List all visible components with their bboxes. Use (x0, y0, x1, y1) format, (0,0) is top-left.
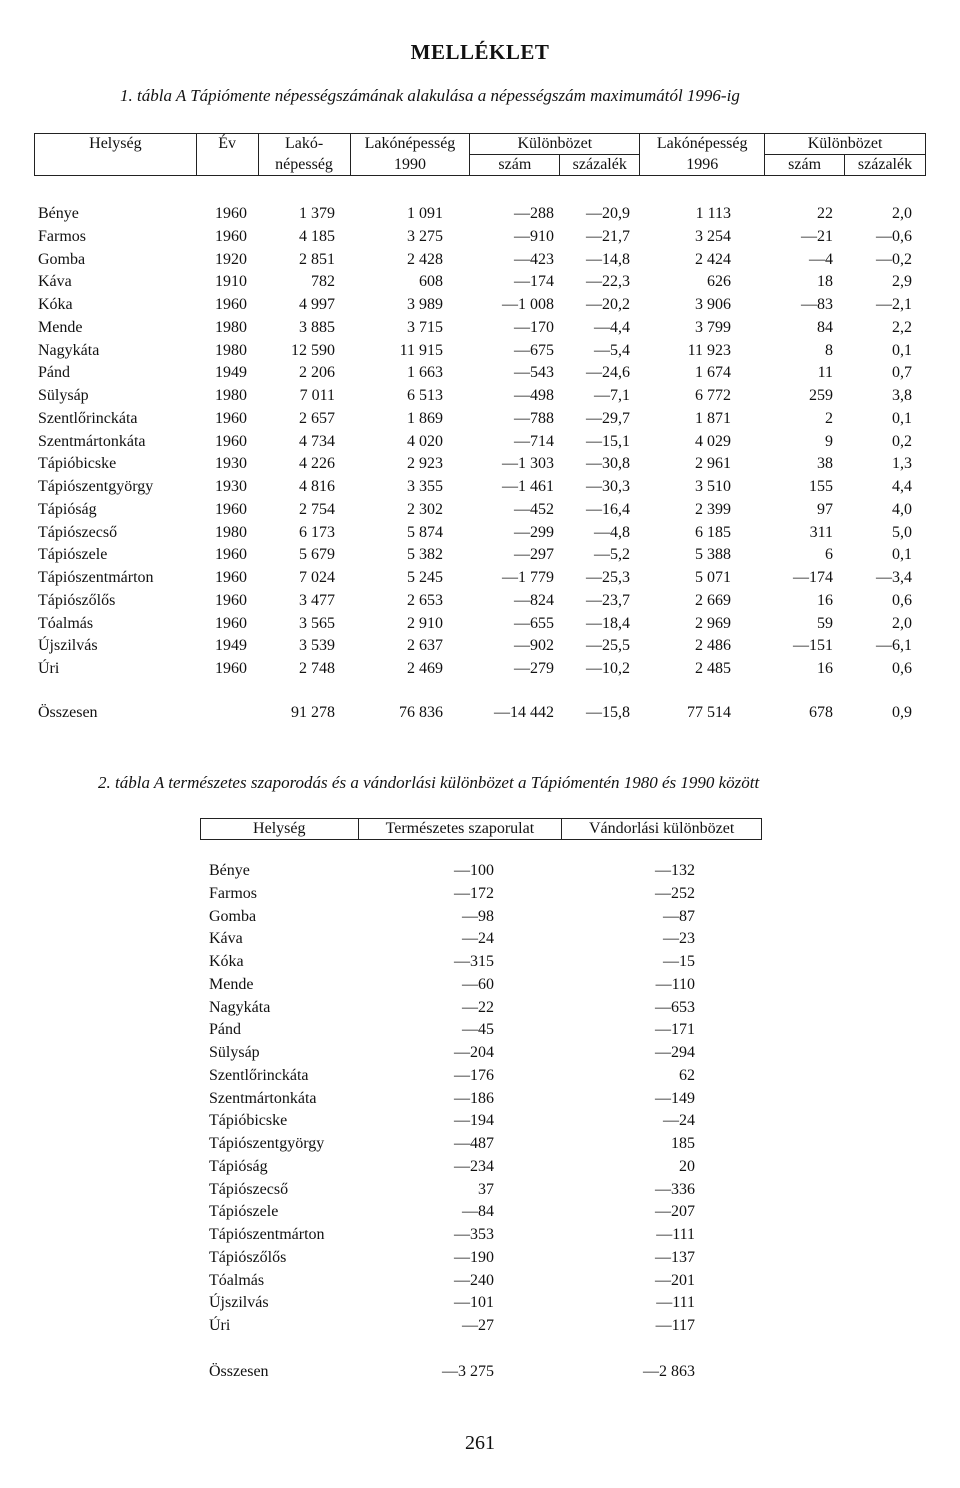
t1-cell-helyseg: Tápiószentgyörgy (38, 478, 154, 495)
t1-cell-ev: 1930 (215, 478, 247, 495)
t1-cell-kul1-szam: —902 (514, 637, 554, 655)
t1-cell-kul2-szazalek: 5,0 (892, 523, 912, 541)
t2-cell-vandorlasi: —110 (655, 975, 695, 993)
t1-cell-kul1-szazalek: —21,7 (586, 227, 630, 245)
t1-cell-ev: 1960 (215, 432, 247, 450)
t2-cell-termeszetes: —84 (462, 1203, 494, 1221)
t2-cell-helyseg: Tápiószőlős (209, 1248, 287, 1266)
t1-cell-lakonepesseg: 4 734 (299, 432, 335, 450)
t1-cell-kul1-szam: —1 779 (502, 569, 554, 586)
t2-cell-termeszetes: —204 (454, 1044, 494, 1061)
t1-cell-kul1-szam: —1 461 (502, 478, 554, 495)
t2-cell-helyseg: Összesen (209, 1363, 269, 1380)
t1-cell-kul2-szazalek: 2,2 (892, 318, 912, 336)
t2-cell-vandorlasi: —201 (655, 1271, 695, 1289)
t1-cell-lakonepesseg: 2 206 (299, 364, 335, 382)
t2-cell-helyseg: Gomba (209, 907, 257, 925)
t1-cell-lak1996: 11 923 (687, 341, 731, 359)
table2-header (200, 818, 762, 840)
t1-cell-lak1990: 2 637 (407, 637, 443, 655)
t1-cell-lak1990: 6 513 (407, 387, 443, 404)
t1-cell-lakonepesseg: 782 (311, 273, 335, 291)
t2-cell-termeszetes: —234 (454, 1157, 494, 1175)
t1-cell-kul1-szazalek: —5,4 (594, 341, 630, 359)
t1-cell-lak1996: 3 906 (695, 296, 731, 313)
t1-cell-kul1-szam: —1 303 (502, 455, 554, 473)
t1-cell-kul1-szazalek: —25,3 (586, 569, 630, 586)
t1-cell-lak1996: 2 424 (695, 250, 731, 268)
t1-cell-lakonepesseg: 4 816 (299, 478, 335, 495)
t1-cell-lak1990: 2 302 (407, 500, 443, 518)
t1-cell-kul1-szazalek: —5,2 (594, 546, 630, 564)
t1-cell-helyseg: Tóalmás (38, 614, 94, 632)
t1-cell-lak1990: 1 091 (407, 205, 443, 222)
page-number: 261 (465, 1432, 495, 1454)
t1-cell-kul1-szam: —788 (514, 409, 554, 427)
t1-cell-lak1996: 3 799 (695, 318, 731, 336)
t1-cell-kul1-szam: —1 008 (502, 296, 554, 313)
t1-cell-kul2-szam: 97 (817, 500, 833, 518)
t1-cell-kul2-szazalek: —3,4 (876, 569, 912, 586)
t1-cell-kul1-szam: —279 (514, 660, 554, 677)
t2-cell-helyseg: Újszilvás (209, 1294, 269, 1312)
t1-cell-ev: 1949 (215, 637, 247, 655)
t1-cell-kul1-szam: —910 (514, 227, 554, 245)
t1-cell-lak1990: 5 245 (407, 569, 443, 586)
t2-cell-helyseg: Szentlőrinckáta (209, 1066, 309, 1084)
t2-cell-termeszetes: —487 (454, 1135, 494, 1152)
t1-cell-lakonepesseg: 7 011 (299, 387, 335, 404)
t1-cell-lak1990: 608 (419, 273, 443, 291)
t1-cell-lakonepesseg: 3 539 (299, 637, 335, 655)
t1-cell-lakonepesseg: 12 590 (291, 341, 335, 359)
t2-cell-termeszetes: —240 (454, 1271, 494, 1289)
t1-cell-ev: 1960 (215, 409, 247, 427)
t1-cell-helyseg: Szentlőrinckáta (38, 409, 138, 427)
t1-cell-kul1-szazalek: —15,8 (586, 704, 630, 721)
t1-cell-kul2-szam: 311 (809, 523, 833, 541)
t1-cell-kul2-szam: 6 (825, 546, 833, 564)
t1-cell-kul2-szam: —151 (793, 637, 833, 655)
t2-cell-termeszetes: —194 (454, 1112, 494, 1130)
t1-cell-ev: 1980 (215, 318, 247, 336)
t1-cell-kul2-szazalek: 4,4 (892, 478, 912, 495)
t1-cell-lak1996: 5 388 (695, 546, 731, 564)
header-lak1990-1: Lakónépesség (350, 134, 470, 155)
t1-cell-lak1990: 5 382 (407, 546, 443, 564)
t1-cell-kul2-szam: 2 (825, 409, 833, 427)
t2-cell-vandorlasi: —24 (663, 1112, 695, 1130)
t1-cell-helyseg: Kóka (38, 296, 73, 313)
t1-cell-kul1-szazalek: —4,4 (594, 318, 630, 336)
t1-cell-kul2-szazalek: 3,8 (892, 387, 912, 404)
t1-cell-kul2-szazalek: 0,6 (892, 591, 912, 609)
t1-cell-kul1-szam: —655 (514, 614, 554, 632)
t1-cell-ev: 1930 (215, 455, 247, 473)
t2-cell-vandorlasi: 20 (679, 1157, 695, 1175)
t1-cell-lak1996: 4 029 (695, 432, 731, 450)
t1-cell-kul2-szam: 8 (825, 341, 833, 359)
t1-cell-ev: 1960 (215, 500, 247, 518)
header-lak1996-1: Lakónépesség (640, 134, 765, 155)
t2-cell-helyseg: Bénye (209, 862, 250, 879)
t1-cell-kul2-szam: 259 (809, 387, 833, 404)
t2-cell-termeszetes: —186 (454, 1089, 494, 1107)
t1-cell-lak1996: 2 961 (695, 455, 731, 473)
t1-cell-ev: 1960 (215, 660, 247, 677)
t1-cell-kul1-szazalek: —29,7 (586, 409, 630, 427)
t2-cell-termeszetes: —100 (454, 862, 494, 879)
t1-cell-helyseg: Pánd (38, 364, 70, 382)
t1-cell-kul1-szazalek: —25,5 (586, 637, 630, 655)
t1-cell-lak1990: 2 428 (407, 250, 443, 268)
t1-cell-ev: 1960 (215, 205, 247, 222)
header-helyseg: Helység (35, 134, 197, 176)
t1-cell-kul1-szazalek: —22,3 (586, 273, 630, 291)
t1-cell-kul1-szazalek: —15,1 (586, 432, 630, 450)
t1-cell-ev: 1960 (215, 569, 247, 586)
t2-cell-helyseg: Tápiószele (209, 1203, 279, 1221)
t2-cell-vandorlasi: —15 (663, 953, 695, 970)
t1-cell-kul2-szazalek: —6,1 (876, 637, 912, 655)
t1-cell-kul1-szazalek: —20,2 (586, 296, 630, 313)
t1-cell-kul2-szazalek: —0,6 (876, 227, 912, 245)
t1-cell-helyseg: Nagykáta (38, 341, 100, 359)
t2-header-vandorlasi: Vándorlási különbözet (562, 819, 762, 840)
t1-cell-kul2-szam: 155 (809, 478, 833, 495)
header-lako-1: Lakó- (258, 134, 350, 155)
t1-cell-kul1-szazalek: —10,2 (586, 660, 630, 677)
t2-cell-termeszetes: —60 (462, 975, 494, 993)
t1-cell-kul1-szazalek: —14,8 (586, 250, 630, 268)
t1-cell-kul2-szam: 59 (817, 614, 833, 632)
header-lak1990-2: 1990 (350, 155, 470, 176)
t1-cell-kul2-szazalek: 2,0 (892, 614, 912, 632)
t1-cell-lak1996: 3 254 (695, 227, 731, 245)
table1-caption: 1. tábla A Tápiómente népességszámának alakulása a népességszám maximumától 1996-ig (120, 86, 740, 105)
t2-cell-termeszetes: 37 (478, 1180, 494, 1198)
t1-cell-kul1-szazalek: —23,7 (586, 591, 630, 609)
t1-cell-kul2-szazalek: —0,2 (876, 250, 912, 268)
t2-cell-helyseg: Úri (209, 1317, 231, 1334)
t1-cell-helyseg: Káva (38, 273, 72, 291)
t1-cell-kul2-szazalek: 2,9 (892, 273, 912, 291)
t1-cell-kul1-szam: —423 (514, 250, 554, 268)
t1-cell-kul2-szam: —21 (801, 227, 833, 245)
t1-cell-helyseg: Tápióbicske (38, 455, 117, 473)
t1-cell-lak1996: 2 485 (695, 660, 731, 677)
t1-cell-helyseg: Szentmártonkáta (38, 432, 146, 450)
t2-cell-termeszetes: —315 (454, 953, 494, 970)
t2-cell-helyseg: Káva (209, 930, 243, 948)
t1-cell-kul2-szam: 18 (817, 273, 833, 291)
header-kul2-szazalek: százalék (845, 155, 926, 176)
t2-cell-helyseg: Tápiószecső (209, 1180, 289, 1198)
t2-cell-termeszetes: —45 (462, 1021, 494, 1039)
t2-cell-helyseg: Tápióbicske (209, 1112, 288, 1130)
t1-cell-lakonepesseg: 6 173 (299, 523, 335, 541)
header-lako-2: népesség (258, 155, 350, 176)
t1-cell-ev: 1910 (215, 273, 247, 291)
t1-cell-kul2-szazalek: 1,3 (892, 455, 912, 473)
t2-cell-vandorlasi: —87 (663, 907, 695, 925)
page-heading: MELLÉKLET (410, 40, 550, 64)
t1-cell-kul2-szazalek: 0,1 (892, 546, 912, 564)
t1-cell-kul2-szazalek: 0,2 (892, 432, 912, 450)
t1-cell-lakonepesseg: 2 754 (299, 500, 335, 518)
t1-cell-lak1996: 2 669 (695, 591, 731, 609)
t2-cell-helyseg: Pánd (209, 1021, 241, 1039)
t1-cell-kul1-szam: —14 442 (494, 704, 554, 721)
t2-cell-vandorlasi: —336 (655, 1180, 695, 1198)
header-kul1-szazalek: százalék (560, 155, 640, 176)
header-kulonbozet-1: Különbözet (470, 134, 640, 155)
header-kul1-szam: szám (470, 155, 560, 176)
t1-cell-kul2-szazalek: 0,7 (892, 364, 912, 382)
t1-cell-lak1990: 2 469 (407, 660, 443, 677)
t2-header-helyseg: Helység (201, 819, 359, 840)
t1-cell-kul2-szazalek: 0,9 (892, 704, 912, 721)
t2-cell-termeszetes: —24 (462, 930, 494, 948)
t1-cell-lak1990: 2 910 (407, 614, 443, 632)
t1-cell-kul1-szam: —297 (514, 546, 554, 564)
t1-cell-lak1990: 2 923 (407, 455, 443, 473)
t1-cell-kul1-szazalek: —24,6 (586, 364, 630, 382)
t2-cell-vandorlasi: —137 (655, 1248, 695, 1266)
t1-cell-lak1996: 2 486 (695, 637, 731, 655)
t1-cell-lakonepesseg: 4 997 (299, 296, 335, 313)
t1-cell-kul2-szam: 16 (817, 660, 833, 677)
t1-cell-ev: 1960 (215, 227, 247, 245)
table2-caption: 2. tábla A természetes szaporodás és a vándorlási különbözet a Tápiómentén 1980 és 1990 között (98, 773, 760, 792)
t1-cell-kul2-szazalek: 0,6 (892, 660, 912, 677)
t1-cell-ev: 1960 (215, 296, 247, 313)
t1-cell-kul1-szazalek: —18,4 (586, 614, 630, 632)
t1-cell-kul2-szam: 16 (817, 591, 833, 609)
t1-cell-lakonepesseg: 3 565 (299, 614, 335, 632)
t1-cell-lakonepesseg: 1 379 (299, 205, 335, 222)
t1-cell-kul2-szam: 84 (817, 318, 833, 336)
t1-cell-kul2-szazalek: —2,1 (876, 296, 912, 313)
t1-cell-lak1996: 1 674 (695, 364, 731, 382)
t1-cell-kul1-szazalek: —30,3 (586, 478, 630, 495)
t1-cell-ev: 1960 (215, 546, 247, 564)
t2-cell-helyseg: Nagykáta (209, 998, 271, 1016)
header-lak1996-2: 1996 (640, 155, 765, 176)
t2-cell-termeszetes: —176 (454, 1066, 494, 1084)
t1-cell-lak1996: 6 185 (695, 523, 731, 541)
t1-cell-lakonepesseg: 4 185 (299, 227, 335, 245)
t2-cell-vandorlasi: —653 (655, 998, 695, 1016)
t1-cell-kul2-szam: —4 (809, 250, 833, 268)
t1-cell-kul1-szam: —452 (514, 500, 554, 518)
t1-cell-lak1996: 77 514 (687, 704, 731, 721)
t2-cell-helyseg: Mende (209, 975, 254, 993)
t2-cell-termeszetes: —172 (454, 884, 494, 902)
t2-cell-vandorlasi: —132 (655, 862, 695, 879)
t2-cell-vandorlasi: —207 (655, 1203, 695, 1221)
t1-cell-helyseg: Újszilvás (38, 637, 98, 655)
t2-cell-helyseg: Sülysáp (209, 1044, 260, 1061)
t1-cell-kul1-szam: —675 (514, 341, 554, 359)
t2-cell-vandorlasi: 185 (671, 1135, 695, 1152)
t1-cell-lakonepesseg: 91 278 (291, 704, 335, 721)
t1-cell-ev: 1960 (215, 614, 247, 632)
t1-cell-kul1-szam: —498 (514, 387, 554, 404)
t2-cell-vandorlasi: —111 (656, 1294, 695, 1312)
t1-cell-helyseg: Tápiószecső (38, 523, 118, 541)
t1-cell-ev: 1960 (215, 591, 247, 609)
t1-cell-helyseg: Mende (38, 318, 83, 336)
header-ev: Év (196, 134, 258, 176)
t2-cell-helyseg: Tápióság (209, 1157, 268, 1175)
t1-cell-lak1990: 3 355 (407, 478, 443, 495)
t1-cell-kul2-szam: 9 (825, 432, 833, 450)
t1-cell-kul1-szam: —299 (514, 523, 554, 541)
t2-header-termeszetes: Természetes szaporulat (358, 819, 562, 840)
t1-cell-ev: 1949 (215, 364, 247, 382)
t1-cell-lak1990: 4 020 (407, 432, 443, 450)
t2-cell-vandorlasi: —149 (655, 1089, 695, 1107)
t1-cell-lakonepesseg: 2 748 (299, 660, 335, 677)
t1-cell-lak1996: 2 399 (695, 500, 731, 518)
t2-cell-termeszetes: —98 (462, 907, 494, 925)
t1-cell-kul2-szam: 678 (809, 704, 833, 721)
table1-header (34, 133, 926, 176)
t1-cell-ev: 1920 (215, 250, 247, 268)
t1-cell-kul2-szazalek: 2,0 (892, 205, 912, 222)
t1-cell-kul1-szam: —170 (514, 318, 554, 336)
t2-cell-termeszetes: —101 (454, 1294, 494, 1312)
t1-cell-lakonepesseg: 3 885 (299, 318, 335, 336)
t2-cell-helyseg: Szentmártonkáta (209, 1089, 317, 1107)
t1-cell-lak1990: 2 653 (407, 591, 443, 609)
t1-cell-kul1-szazalek: —7,1 (594, 387, 630, 404)
t1-cell-lak1996: 2 969 (695, 614, 731, 632)
t2-cell-vandorlasi: —111 (656, 1226, 695, 1243)
t1-cell-kul2-szazalek: 4,0 (892, 500, 912, 518)
t1-cell-lak1990: 1 663 (407, 364, 443, 382)
t1-cell-ev: 1980 (215, 387, 247, 404)
t1-cell-lak1996: 6 772 (695, 387, 731, 404)
t2-cell-termeszetes: —22 (462, 998, 494, 1016)
t2-cell-termeszetes: —353 (454, 1226, 494, 1243)
t1-cell-ev: 1980 (215, 341, 247, 359)
t1-cell-lak1990: 3 275 (407, 227, 443, 245)
t1-cell-lak1990: 5 874 (407, 523, 443, 541)
t2-cell-termeszetes: —27 (462, 1317, 494, 1334)
t1-cell-helyseg: Összesen (38, 704, 98, 721)
t1-cell-lakonepesseg: 5 679 (299, 546, 335, 564)
t1-cell-helyseg: Bénye (38, 205, 79, 222)
t1-cell-lak1990: 3 989 (407, 296, 443, 313)
t1-cell-kul2-szazalek: 0,1 (892, 409, 912, 427)
t2-cell-vandorlasi: —171 (655, 1021, 695, 1039)
t2-cell-helyseg: Tápiószentgyörgy (209, 1135, 325, 1152)
t1-cell-kul2-szazalek: 0,1 (892, 341, 912, 359)
t1-cell-kul2-szam: 11 (817, 364, 833, 382)
t1-cell-lakonepesseg: 7 024 (299, 569, 335, 586)
t1-cell-kul2-szam: —174 (793, 569, 833, 586)
t2-cell-termeszetes: —3 275 (442, 1363, 494, 1380)
t2-cell-vandorlasi: —294 (655, 1044, 695, 1061)
t1-cell-helyseg: Tápióság (38, 500, 97, 518)
t1-cell-helyseg: Tápiószele (38, 546, 108, 564)
t1-cell-lak1996: 1 871 (695, 409, 731, 427)
t1-cell-kul1-szam: —714 (514, 432, 554, 450)
t1-cell-ev: 1980 (215, 523, 247, 541)
t1-cell-lakonepesseg: 2 851 (299, 250, 335, 268)
t1-cell-helyseg: Úri (38, 660, 60, 677)
t2-cell-vandorlasi: —2 863 (643, 1363, 695, 1380)
t2-cell-vandorlasi: —117 (655, 1317, 695, 1334)
t1-cell-lakonepesseg: 4 226 (299, 455, 335, 473)
t2-cell-termeszetes: —190 (454, 1248, 494, 1266)
t1-cell-lak1990: 1 869 (407, 409, 443, 427)
t1-cell-lak1990: 11 915 (399, 341, 443, 359)
t1-cell-lak1996: 626 (707, 273, 731, 291)
t2-cell-helyseg: Tápiószentmárton (209, 1226, 325, 1243)
t1-cell-lak1996: 1 113 (695, 205, 731, 222)
t2-cell-helyseg: Kóka (209, 953, 244, 970)
t1-cell-helyseg: Tápiószőlős (38, 591, 116, 609)
t1-cell-kul2-szam: 38 (817, 455, 833, 473)
t1-cell-lak1996: 3 510 (695, 478, 731, 495)
t1-cell-lak1996: 5 071 (695, 569, 731, 586)
t2-cell-helyseg: Tóalmás (209, 1271, 265, 1289)
t1-cell-helyseg: Farmos (38, 227, 86, 245)
t1-cell-helyseg: Gomba (38, 250, 86, 268)
t1-cell-kul1-szam: —174 (514, 273, 554, 291)
header-kulonbozet-2: Különbözet (765, 134, 926, 155)
t1-cell-helyseg: Sülysáp (38, 387, 89, 404)
t2-cell-helyseg: Farmos (209, 884, 257, 902)
t2-cell-vandorlasi: 62 (679, 1066, 695, 1084)
t1-cell-kul1-szazalek: —16,4 (586, 500, 630, 518)
t1-cell-kul1-szam: —824 (514, 591, 554, 609)
t2-cell-vandorlasi: —23 (663, 930, 695, 948)
t1-cell-lak1990: 3 715 (407, 318, 443, 336)
t1-cell-kul1-szazalek: —4,8 (594, 523, 630, 541)
t2-cell-vandorlasi: —252 (655, 884, 695, 902)
t1-cell-kul1-szazalek: —30,8 (586, 455, 630, 473)
t1-cell-kul1-szam: —543 (514, 364, 554, 382)
t1-cell-kul2-szam: 22 (817, 205, 833, 222)
t1-cell-lakonepesseg: 3 477 (299, 591, 335, 609)
t1-cell-helyseg: Tápiószentmárton (38, 569, 154, 586)
t1-cell-kul2-szam: —83 (801, 296, 833, 313)
t1-cell-kul1-szam: —288 (514, 205, 554, 222)
t1-cell-kul1-szazalek: —20,9 (586, 205, 630, 222)
t1-cell-lakonepesseg: 2 657 (299, 409, 335, 427)
t1-cell-lak1990: 76 836 (399, 704, 443, 721)
header-kul2-szam: szám (765, 155, 845, 176)
